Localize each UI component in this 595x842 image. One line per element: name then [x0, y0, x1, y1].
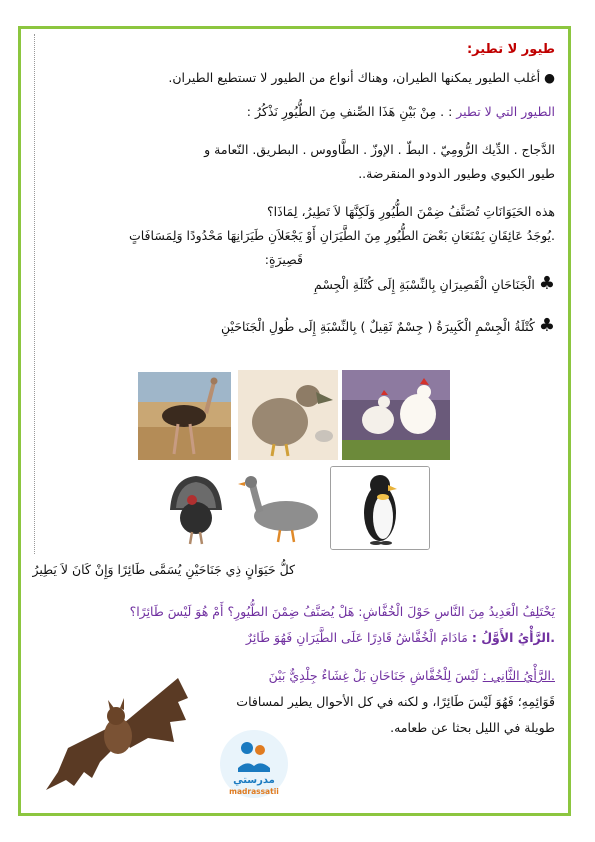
reason-intro-line1: .يُوجَدُ عَائِقَانِ يَمْنَعَانِ بَعْضَ الطُّيُورِ مِنَ الطَّيَرَانِ أَوْ يَجْعَلاَنِ طَيَرَانِهَا مَحْدُودًا وَلِمَسَافَاتٍ: [128, 228, 555, 243]
opinion-2-line2: قَوَائِمِهِ؛ فَهُوَ لَيْسَ طَائِرًا، و لكنه في كل الأحوال يطير لمسافات: [236, 694, 555, 709]
chickens-photo: [342, 370, 450, 460]
club-bullet-icon: ♣: [538, 273, 555, 294]
opinion-2-line3: طويلة في الليل بحثا عن طعامه.: [390, 720, 555, 735]
conclusion: كلُّ حَيَوَانٍ ذِي جَنَاحَيْنِ يُسَمَّى طَائِرًا وَإِنْ كَانَ لاَ يَطِيرُ: [32, 562, 295, 577]
opinion-1-text: مَادَامَ الْخُفَّاشُ قَادِرًا عَلَى الطَّيَرَانِ فَهُوَ طَائِرٌ: [245, 630, 468, 645]
birds-list-line2: طيور الكيوي وطيور الدودو المنقرضة..: [358, 166, 555, 181]
bat-photo: [38, 668, 198, 798]
intro-bullet: [168, 70, 555, 86]
reason-2-text: كُتْلَةُ الْجِسْمِ الْكَبِيرَةُ ( جِسْمٌ ثَقِيلٌ ) بِالنِّسْبَةِ إِلَى طُولِ الْجَنَاحَيْنِ: [220, 319, 535, 334]
ostrich-photo: [138, 372, 231, 460]
margin-dotted-line: [34, 34, 35, 554]
dodo-illustration: [238, 370, 338, 460]
list-heading: الطيور التي لا تطير: [456, 104, 555, 119]
opinion-2: [269, 668, 555, 684]
opinion-1: [246, 630, 555, 646]
opinion-2-text: لَيْسَ لِلْخُفَّاشِ جَنَاحَانِ بَلْ غِشَاءٌ جِلْدِيٌّ بَيْنَ: [268, 668, 479, 683]
logo-text-arabic: مدرستي: [233, 775, 275, 786]
list-prompt: . مِنْ بَيْنِ هَذَا الصِّنفِ مِنَ الطُّيُورِ نَذْكُرُ :: [246, 104, 445, 119]
opinion-1-label: .الرَّأْيُ الأَوَّلُ :: [471, 630, 555, 645]
reason-intro-line2: قَصِيرَةٍ:: [264, 252, 303, 267]
list-heading-line: الطيور التي لا تطير : . مِنْ بَيْنِ هَذَا الصِّنفِ مِنَ الطُّيُورِ نَذْكُرُ :: [246, 104, 555, 119]
goose-photo: [236, 472, 326, 544]
birds-list-line1: الدَّجاج . الدِّيك الرُّومِيّ . البطّ . الإوزّ . الطَّاووس . البطريق. النّعامة و: [204, 142, 555, 157]
club-bullet-icon: ♣: [538, 315, 555, 336]
bat-intro: يَخْتَلِفُ الْعَدِيدُ مِنَ النَّاسِ حَوْلَ الْخُفَّاشِ: هَلْ يُصَنَّفُ ضِمْنَ الطُّيُورِ؟ أَمْ هُوَ لَيْسَ طَائِرًا؟: [129, 604, 555, 619]
turkey-photo: [162, 470, 230, 548]
reason-1: [314, 273, 555, 294]
penguin-photo: [330, 466, 430, 550]
reason-1-text: الْجَنَاحَانِ الْقَصِيرَانِ بِالنِّسْبَةِ إِلَى كُتْلَةِ الْجِسْمِ: [314, 277, 535, 292]
bullet-dot: ●: [540, 70, 555, 85]
question: هذه الحَيَوَانَاتِ تُصَنَّفُ ضِمْنَ الطُّيُورِ وَلَكِنَّهَا لاَ تَطِيرُ، لِمَاذَا؟: [267, 204, 555, 219]
logo-text-latin: madrassatii: [229, 787, 279, 796]
intro-text: أغلب الطيور يمكنها الطيران، وهناك أنواع من الطيور لا تستطيع الطيران.: [168, 70, 541, 85]
opinion-2-label: .الرَّأْيُ الثَّانِي :: [482, 668, 555, 683]
reason-2: [220, 315, 555, 336]
section-title: طيور لا تطير:: [466, 42, 555, 57]
